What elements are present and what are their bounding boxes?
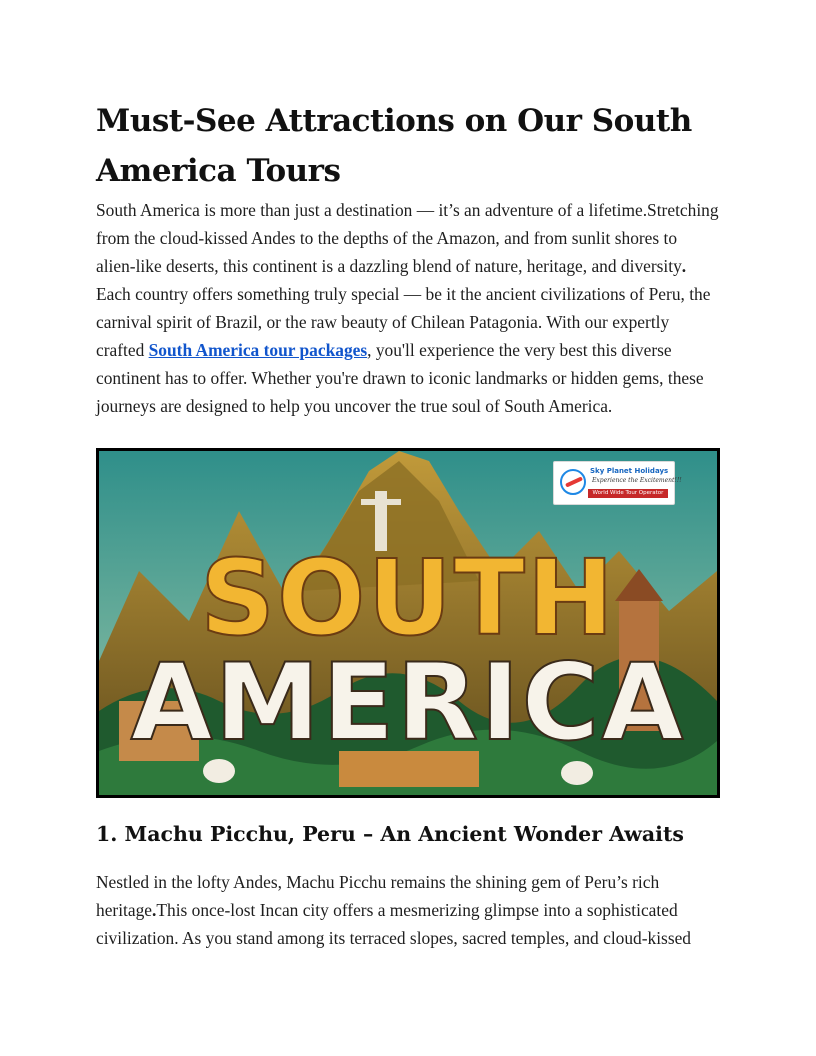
intro-bold-period: .: [681, 256, 687, 276]
tour-packages-link[interactable]: South America tour packages: [148, 340, 368, 360]
intro-text-1: South America is more than just a destination — it’s an adventure of a lifetime.Stretching from the cloud-kissed Andes to the depths of the Amazon, and from sunlit shores to alien-like deserts, this continent is a dazzling blend of nature, heritage, and diversity: [96, 200, 719, 276]
intro-text-3: , you'll experience the very best this diverse continent has to offer. Whether you're drawn to iconic landmarks or hidden gems, these journeys are designed to help you uncover the true soul of South America.: [96, 340, 704, 416]
llama-right: [561, 761, 593, 785]
intro-paragraph: [96, 196, 720, 420]
mp-bold-period: .: [152, 900, 157, 920]
logo-brand-name: Sky Planet Holidays: [590, 467, 669, 475]
machu-picchu-paragraph: [96, 868, 720, 952]
section-heading-machu-picchu: 1. Machu Picchu, Peru – An Ancient Wonder Awaits: [96, 822, 684, 846]
hero-word-america: AMERICA: [130, 641, 686, 764]
page-title: Must-See Attractions on Our South America Tours: [96, 103, 692, 189]
statue-arms: [361, 499, 401, 505]
company-logo: [553, 461, 682, 505]
hero-image: [96, 448, 720, 798]
logo-band: World Wide Tour Operator: [588, 489, 668, 498]
mp-text-2: This once-lost Incan city offers a mesmerizing glimpse into a sophisticated civilization. As you stand among its terraced slopes, sacred temples, and cloud-kissed: [96, 900, 692, 948]
mp-text-1: Nestled in the lofty Andes, Machu Picchu remains the shining gem of Peru’s rich heritage: [96, 872, 660, 920]
hero-word-south: SOUTH: [200, 537, 616, 659]
intro-text-2: Each country offers something truly special — be it the ancient civilizations of Peru, the carnival spirit of Brazil, or the raw beauty of Chilean Patagonia. With our expertly crafted: [96, 284, 711, 360]
logo-tagline: Experience the Excitement!!!: [592, 477, 682, 484]
globe-icon: [560, 469, 586, 495]
